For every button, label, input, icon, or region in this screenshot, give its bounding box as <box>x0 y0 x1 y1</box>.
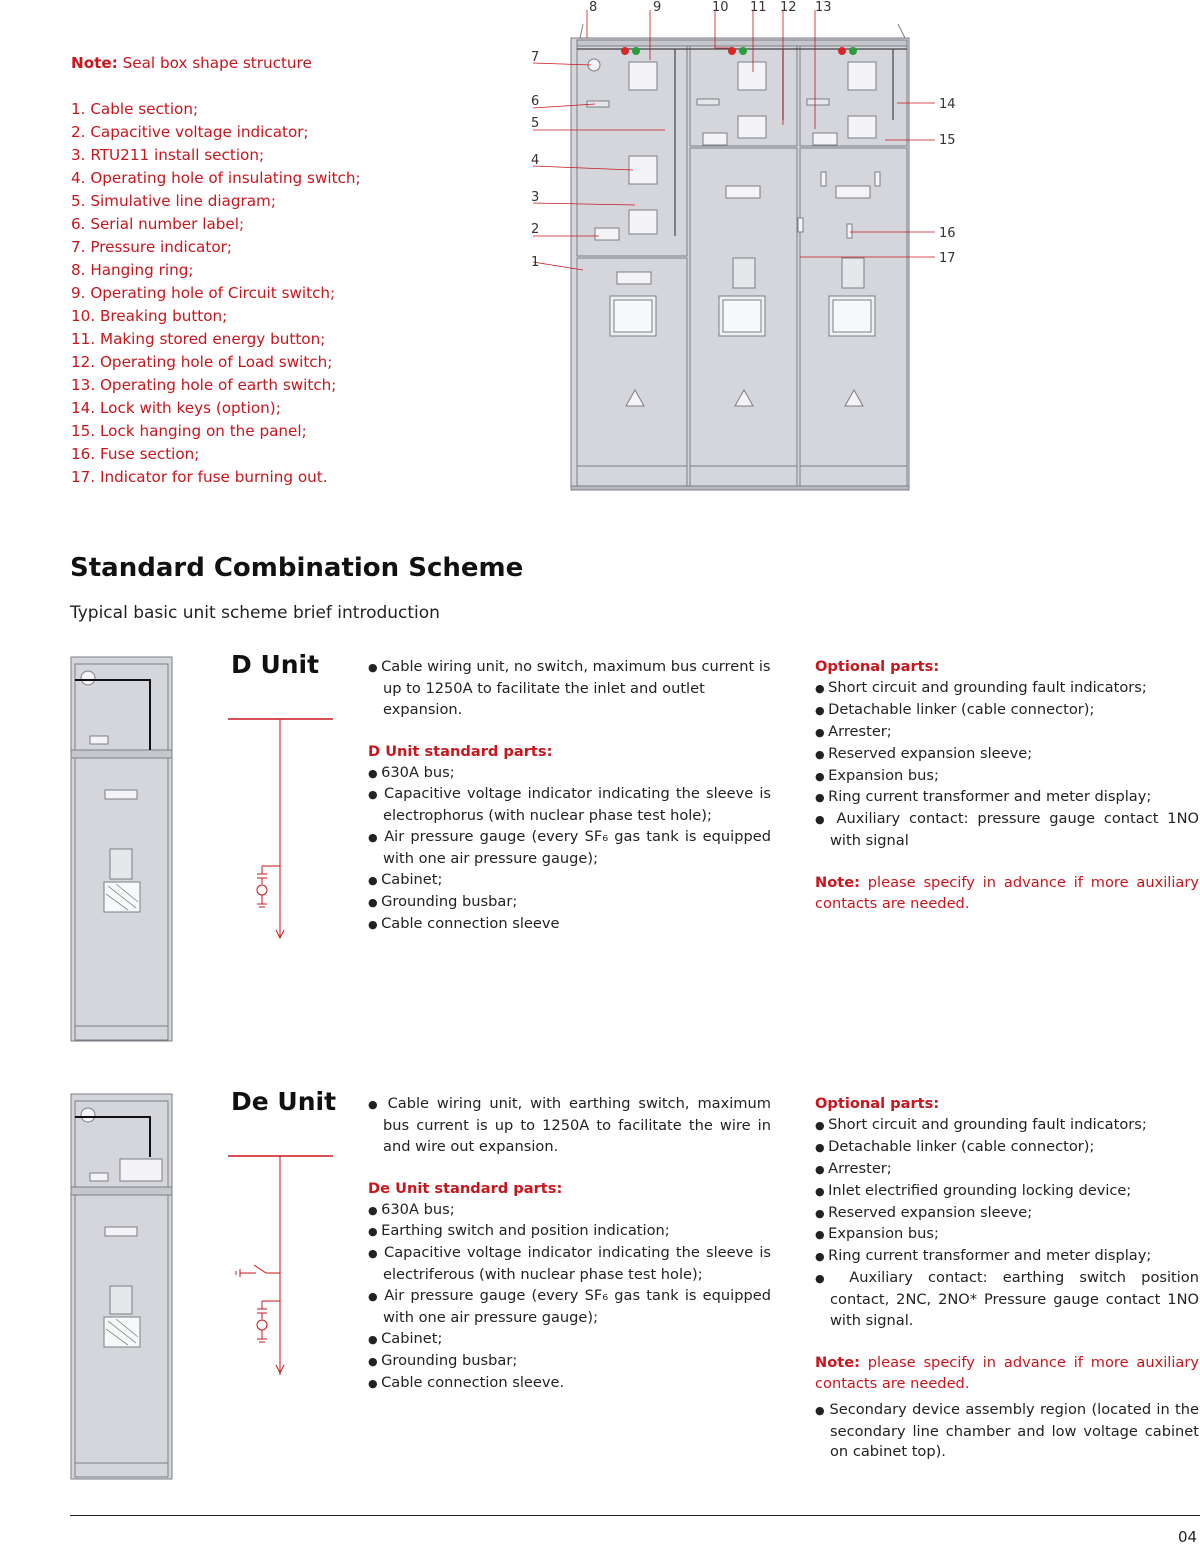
de-unit-cabinet-drawing <box>70 1093 174 1480</box>
list-item: ● 630A bus; <box>368 763 771 785</box>
d-unit-line-diagram <box>226 716 336 946</box>
legend-item: 17. Indicator for fuse burning out. <box>71 468 328 486</box>
d-unit-note <box>815 873 1199 915</box>
legend-note-text: Seal box shape structure <box>122 54 312 72</box>
list-item: ● Secondary device assembly region (located in the secondary line chamber and low voltage cabinet on cabinet top). <box>815 1400 1199 1464</box>
de-unit-standard-heading: De Unit standard parts: <box>368 1179 563 1197</box>
callout-12: 12 <box>780 0 797 15</box>
list-item: ● Auxiliary contact: earthing switch position contact, 2NC, 2NO* Pressure gauge contact 1NO with signal. <box>815 1268 1199 1332</box>
callout-11: 11 <box>750 0 767 15</box>
legend-item: 10. Breaking button; <box>71 307 228 325</box>
list-item: ● 630A bus; <box>368 1200 771 1222</box>
callout-4: 4 <box>531 153 540 168</box>
legend-item: 12. Operating hole of Load switch; <box>71 353 333 371</box>
page-number: 04 <box>1178 1528 1198 1546</box>
de-unit-note-text: please specify in advance if more auxiliary contacts are needed. <box>815 1353 1199 1392</box>
list-item: ● Auxiliary contact: pressure gauge contact 1NO with signal <box>815 809 1199 852</box>
list-item: ● Air pressure gauge (every SF₆ gas tank is equipped with one air pressure gauge); <box>368 827 771 870</box>
list-item: ● Capacitive voltage indicator indicating the sleeve is electriferous (with nuclear phase test hole); <box>368 1243 771 1286</box>
d-unit-title: D Unit <box>231 650 320 679</box>
d-unit-description: ● Cable wiring unit, no switch, maximum bus current is up to 1250A to facilitate the inlet and outlet expansion. <box>368 657 771 721</box>
list-item: ● Inlet electrified grounding locking device; <box>815 1181 1199 1203</box>
legend-item: 5. Simulative line diagram; <box>71 192 276 210</box>
de-unit-line-diagram <box>226 1153 336 1383</box>
section-title: Standard Combination Scheme <box>70 553 524 583</box>
list-item: ● Cable connection sleeve. <box>368 1373 771 1395</box>
de-unit-extra-list <box>815 1400 1199 1464</box>
legend-list <box>71 98 511 489</box>
d-unit-note-label: Note: <box>815 874 860 892</box>
d-unit-optional-heading: Optional parts: <box>815 658 940 675</box>
legend-item: 15. Lock hanging on the panel; <box>71 422 307 440</box>
list-item: ● Reserved expansion sleeve; <box>815 1203 1199 1225</box>
legend-item: 3. RTU211 install section; <box>71 146 265 164</box>
list-item: ● Grounding busbar; <box>368 1351 771 1373</box>
de-unit-optional-column <box>815 1094 1199 1463</box>
legend-item: 9. Operating hole of Circuit switch; <box>71 284 336 302</box>
de-unit-standard-list <box>368 1200 771 1395</box>
callout-5: 5 <box>531 116 540 131</box>
callout-7: 7 <box>531 50 540 65</box>
callout-13: 13 <box>815 0 832 15</box>
list-item: ● Cable connection sleeve <box>368 914 771 936</box>
list-item: ● Expansion bus; <box>815 766 1199 788</box>
de-unit-standard-column <box>368 1094 771 1395</box>
list-item: ● Expansion bus; <box>815 1224 1199 1246</box>
d-unit-note-text: please specify in advance if more auxiliary contacts are needed. <box>815 874 1199 912</box>
list-item: ● Detachable linker (cable connector); <box>815 1137 1199 1159</box>
legend-note-label: Note: <box>71 54 118 72</box>
legend-item: 8. Hanging ring; <box>71 261 194 279</box>
list-item: ● Cabinet; <box>368 870 771 892</box>
list-item: ● Capacitive voltage indicator indicating the sleeve is electrophorus (with nuclear phase test hole); <box>368 784 771 827</box>
de-unit-title: De Unit <box>231 1087 337 1116</box>
footer-rule <box>70 1515 1200 1516</box>
callout-9: 9 <box>653 0 662 15</box>
de-unit-optional-heading: Optional parts: <box>815 1095 940 1112</box>
list-item: ● Air pressure gauge (every SF₆ gas tank is equipped with one air pressure gauge); <box>368 1286 771 1329</box>
d-unit-optional-column <box>815 657 1199 915</box>
de-unit-description: ● Cable wiring unit, with earthing switch, maximum bus current is up to 1250A to facilitate the wire in and wire out expansion. <box>368 1094 771 1158</box>
callout-6: 6 <box>531 94 540 109</box>
callout-1: 1 <box>531 255 540 270</box>
legend-item: 1. Cable section; <box>71 100 199 118</box>
callout-2: 2 <box>531 222 540 237</box>
callout-17: 17 <box>939 251 956 266</box>
legend-item: 6. Serial number label; <box>71 215 245 233</box>
callout-8: 8 <box>589 0 598 15</box>
legend-item: 11. Making stored energy button; <box>71 330 326 348</box>
list-item: ● Arrester; <box>815 1159 1199 1181</box>
callout-16: 16 <box>939 226 956 241</box>
callout-14: 14 <box>939 97 956 112</box>
list-item: ● Short circuit and grounding fault indicators; <box>815 678 1199 700</box>
legend-item: 16. Fuse section; <box>71 445 200 463</box>
callout-15: 15 <box>939 133 956 148</box>
list-item: ● Detachable linker (cable connector); <box>815 700 1199 722</box>
list-item: ● Arrester; <box>815 722 1199 744</box>
legend-item: 4. Operating hole of insulating switch; <box>71 169 361 187</box>
list-item: ● Ring current transformer and meter display; <box>815 787 1199 809</box>
d-unit-cabinet-drawing <box>70 656 174 1042</box>
d-unit-standard-column <box>368 657 771 936</box>
legend-note <box>71 52 511 75</box>
callout-10: 10 <box>712 0 729 15</box>
section-subtitle: Typical basic unit scheme brief introduction <box>70 603 440 623</box>
legend-item: 2. Capacitive voltage indicator; <box>71 123 309 141</box>
de-unit-note-label: Note: <box>815 1353 860 1371</box>
list-item: ● Cabinet; <box>368 1329 771 1351</box>
legend-item: 13. Operating hole of earth switch; <box>71 376 337 394</box>
de-unit-note <box>815 1353 1199 1395</box>
list-item: ● Ring current transformer and meter display; <box>815 1246 1199 1268</box>
list-item: ● Short circuit and grounding fault indicators; <box>815 1115 1199 1137</box>
de-unit-optional-list <box>815 1115 1199 1332</box>
d-unit-standard-list <box>368 763 771 936</box>
legend-item: 7. Pressure indicator; <box>71 238 232 256</box>
callout-3: 3 <box>531 190 540 205</box>
parts-legend <box>71 52 511 489</box>
d-unit-optional-list <box>815 678 1199 852</box>
list-item: ● Reserved expansion sleeve; <box>815 744 1199 766</box>
switchgear-front-diagram <box>525 0 975 495</box>
list-item: ● Earthing switch and position indication; <box>368 1221 771 1243</box>
list-item: ● Grounding busbar; <box>368 892 771 914</box>
legend-item: 14. Lock with keys (option); <box>71 399 281 417</box>
d-unit-standard-heading: D Unit standard parts: <box>368 742 553 760</box>
